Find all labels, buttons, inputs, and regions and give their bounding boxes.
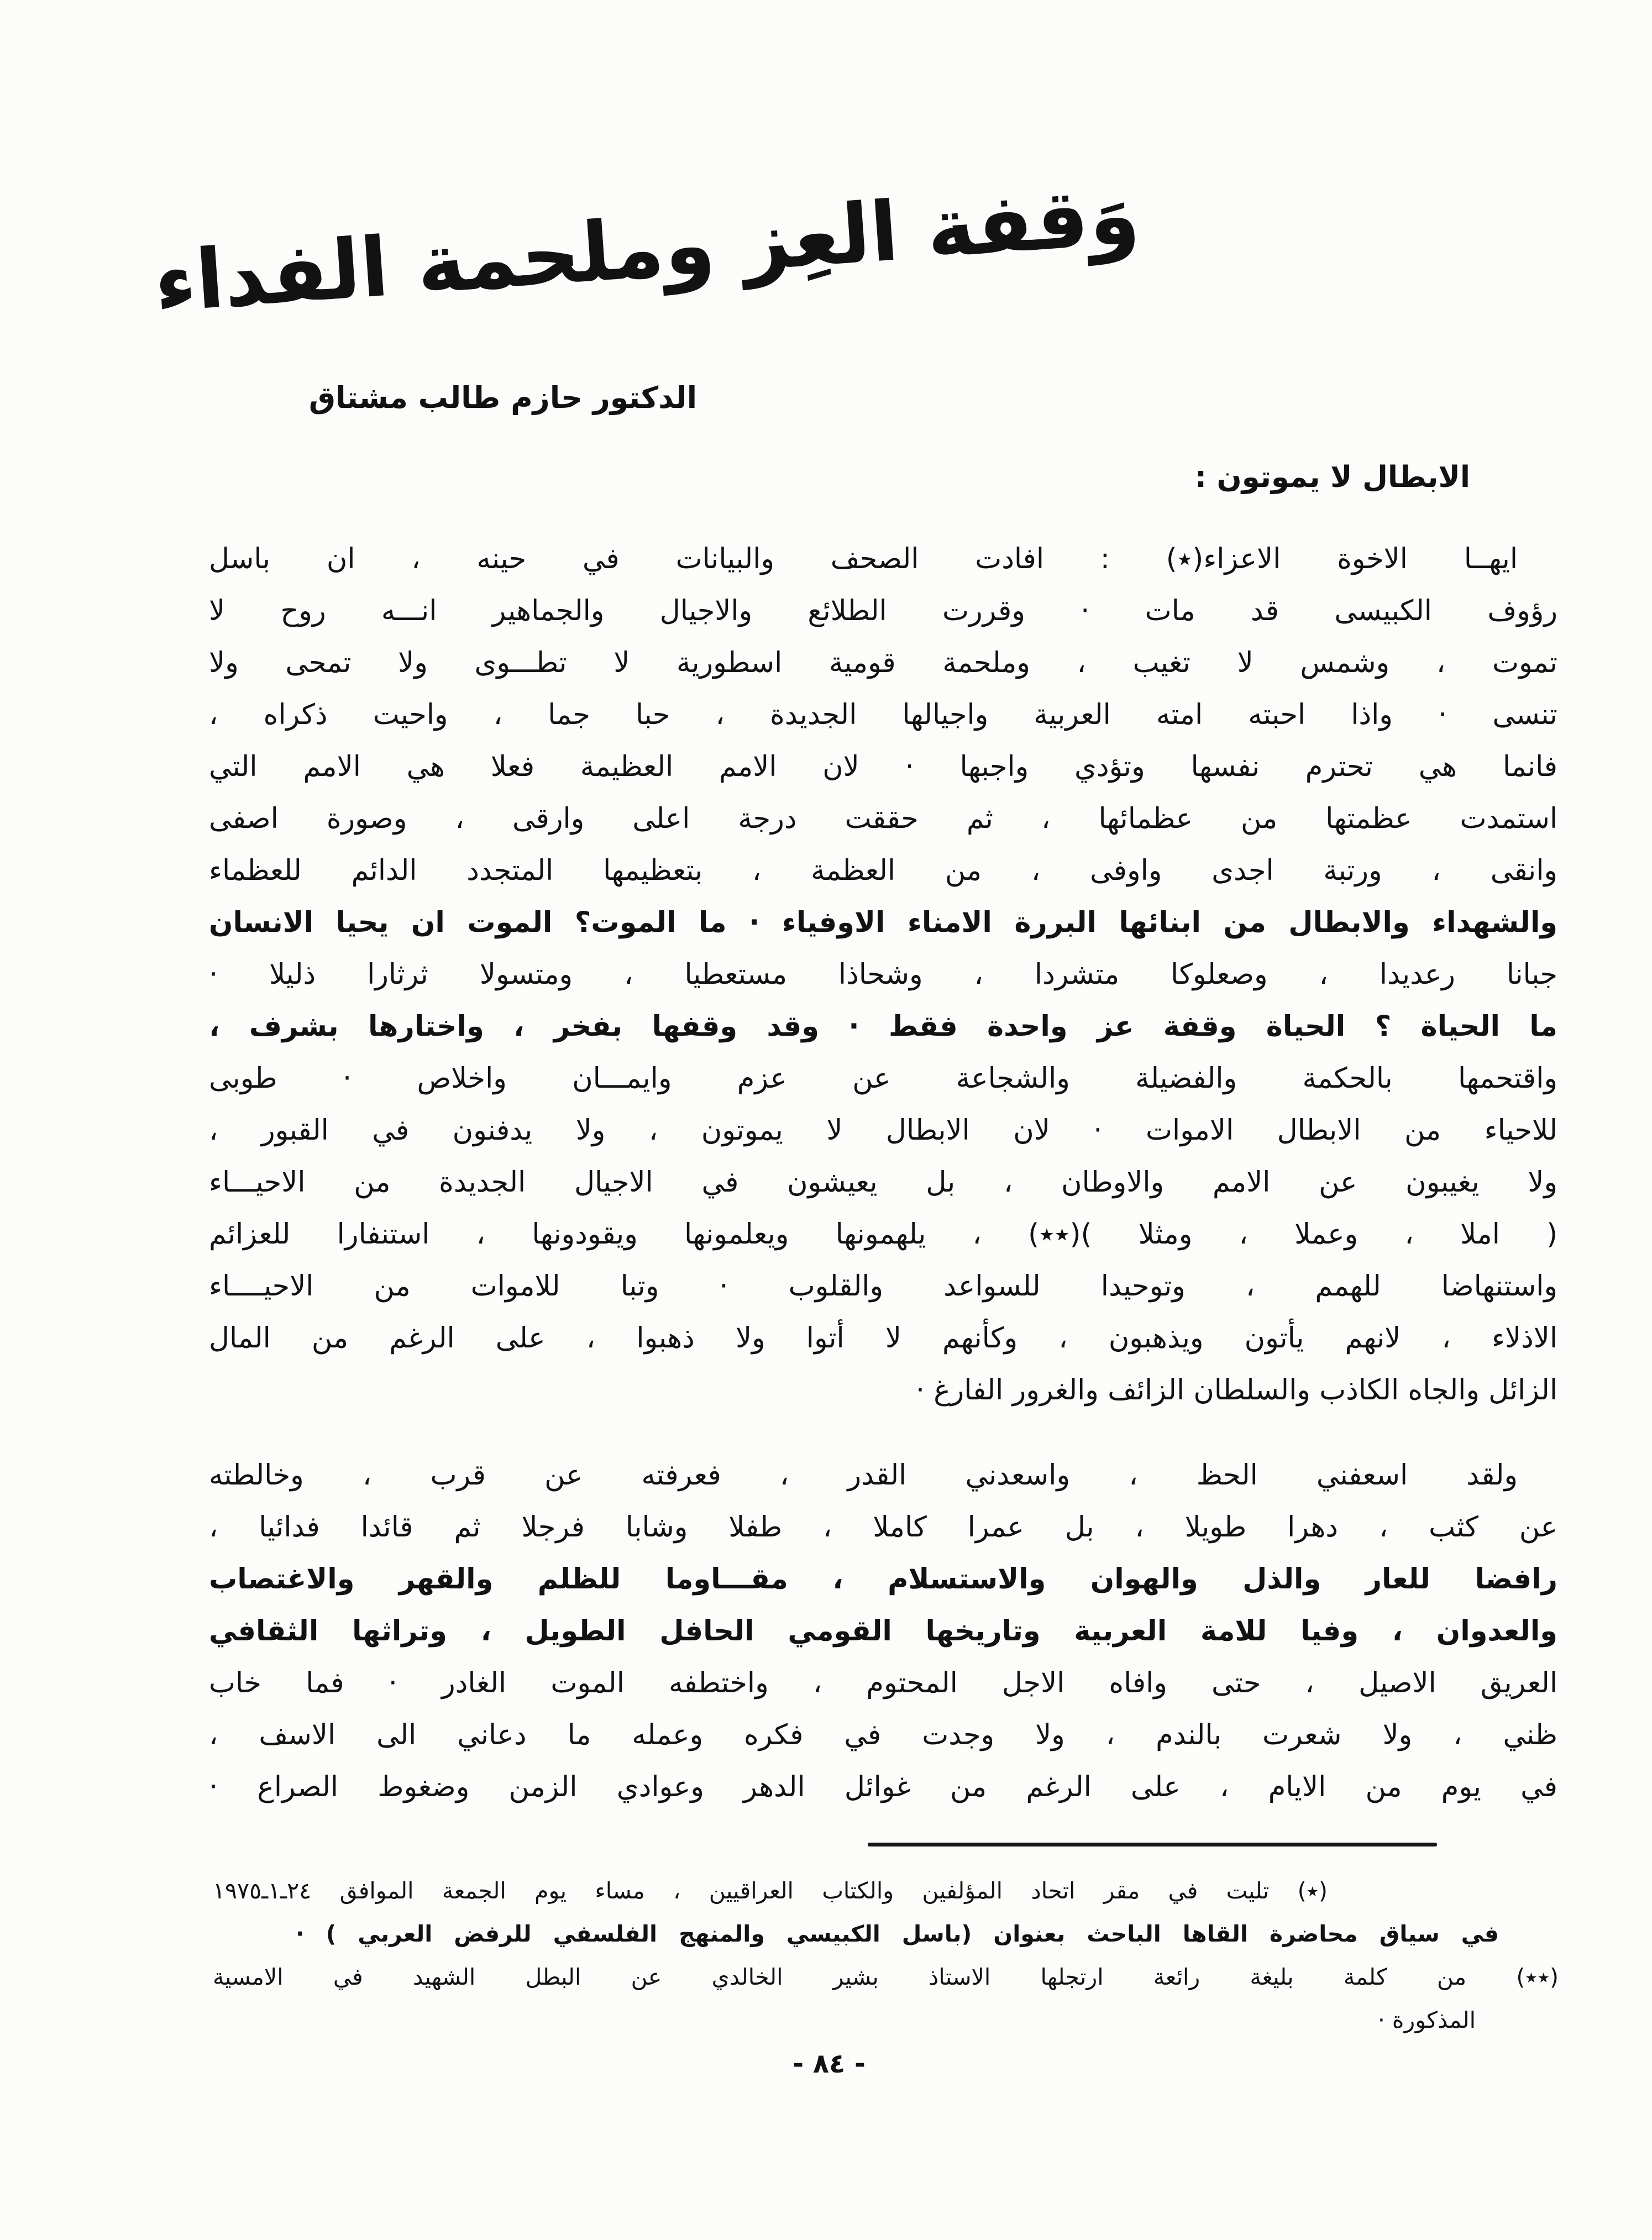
body-line: تموت ، وشمس لا تغيب ، وملحمة قومية اسطورية لا تطـــوى ولا تمحى ولا	[209, 647, 1557, 679]
body-line: والعدوان ، وفيا للامة العربية وتاريخها القومي الحافل الطويل ، وتراثها الثقافي	[209, 1615, 1557, 1648]
body-text	[209, 533, 1557, 1813]
footnote-divider	[868, 1843, 1437, 1846]
body-line: وانقى ، ورتبة اجدى واوفى ، من العظمة ، بتعظيمها المتجدد الدائم للعظماء	[209, 854, 1557, 887]
body-line-paragraph-end: الزائل والجاه الكاذب والسلطان الزائف والغرور الفارغ ·	[915, 1374, 1557, 1407]
page-number: - ٨٤ -	[793, 2048, 866, 2079]
body-line: رؤوف الكبيسى قد مات · وقررت الطلائع والاجيال والجماهير انـــه روح لا	[209, 595, 1557, 627]
body-line: ظني ، ولا شعرت بالندم ، ولا وجدت في فكره وعمله ما دعاني الى الاسف ،	[209, 1719, 1557, 1751]
body-line-paragraph-start: ولقد اسعفني الحظ ، واسعدني القدر ، فعرفته عن قرب ، وخالطته	[209, 1459, 1518, 1492]
page-title: وَقفة العِز وملحمة الفداء	[151, 166, 1142, 331]
body-line: فانما هي تحترم نفسها وتؤدي واجبها · لان الامم العظيمة فعلا هي الامم التي	[209, 751, 1557, 783]
body-line: ولا يغيبون عن الامم والاوطان ، بل يعيشون في الاجيال الجديدة من الاحيـــاء	[209, 1166, 1557, 1199]
body-line: ( املا ، وعملا ، ومثلا )(٭٭) ، يلهمونها ويعلمونها ويقودونها ، استنفارا للعزائم	[209, 1218, 1557, 1251]
body-line: الاذلاء ، لانهم يأتون ويذهبون ، وكأنهم لا أتوا ولا ذهبوا ، على الرغم من المال	[209, 1322, 1557, 1355]
body-line: جبانا رعديدا ، وصعلوكا متشردا ، وشحاذا مستعطيا ، ومتسولا ثرثارا ذليلا ·	[209, 958, 1557, 991]
body-line: ما الحياة ؟ الحياة وقفة عز واحدة فقط · وقد وقفها بفخر ، واختارها بشرف ،	[209, 1010, 1557, 1043]
body-line: واقتحمها بالحكمة والفضيلة والشجاعة عن عزم وايمـــان واخلاص · طوبى	[209, 1062, 1557, 1095]
footnote-line: المذكورة ·	[1377, 2007, 1476, 2033]
footnote-line: (٭٭) من كلمة بليغة رائعة ارتجلها الاستاذ بشير الخالدي عن البطل الشهيد في الامسية	[213, 1964, 1559, 1990]
footnotes-block	[213, 1869, 1559, 2042]
footnote-line: (٭) تليت في مقر اتحاد المؤلفين والكتاب العراقيين ، مساء يوم الجمعة الموافق ٢٤ـ١ـ١٩٧٥	[213, 1877, 1328, 1904]
body-line: عن كثب ، دهرا طويلا ، بل عمرا كاملا ، طفلا وشابا فرجلا ثم قائدا فدائيا ،	[209, 1511, 1557, 1544]
body-line: والشهداء والابطال من ابنائها البررة الامناء الاوفياء · ما الموت؟ الموت ان يحيا الانسان	[209, 906, 1557, 939]
section-heading: الابطال لا يموتون :	[1194, 460, 1470, 494]
body-line: تنسى · واذا احبته امته العربية واجيالها الجديدة ، حبا جما ، واحيت ذكراه ،	[209, 699, 1557, 731]
footnote-line: في سياق محاضرة القاها الباحث بعنوان (باسل الكبيسي والمنهج الفلسفي للرفض العربي ) ·	[296, 1921, 1499, 1947]
author-name: الدكتور حازم طالب مشتاق	[308, 380, 697, 415]
body-line: في يوم من الايام ، على الرغم من غوائل الدهر وعوادي الزمن وضغوط الصراع ·	[209, 1771, 1557, 1803]
body-line: للاحياء من الابطال الاموات · لان الابطال لا يموتون ، ولا يدفنون في القبور ،	[209, 1114, 1557, 1147]
body-line: رافضا للعار والذل والهوان والاستسلام ، مقـــاوما للظلم والقهر والاغتصاب	[209, 1563, 1557, 1596]
body-line: ايهــا الاخوة الاعزاء(٭) : افادت الصحف والبيانات في حينه ، ان باسل	[209, 543, 1518, 575]
body-line: واستنهاضا للهمم ، وتوحيدا للسواعد والقلوب · وتبا للاموات من الاحيــــاء	[209, 1270, 1557, 1303]
body-line: استمدت عظمتها من عظمائها ، ثم حققت درجة اعلى وارقى ، وصورة اصفى	[209, 802, 1557, 835]
body-line: العريق الاصيل ، حتى وافاه الاجل المحتوم ، واختطفه الموت الغادر · فما خاب	[209, 1667, 1557, 1699]
